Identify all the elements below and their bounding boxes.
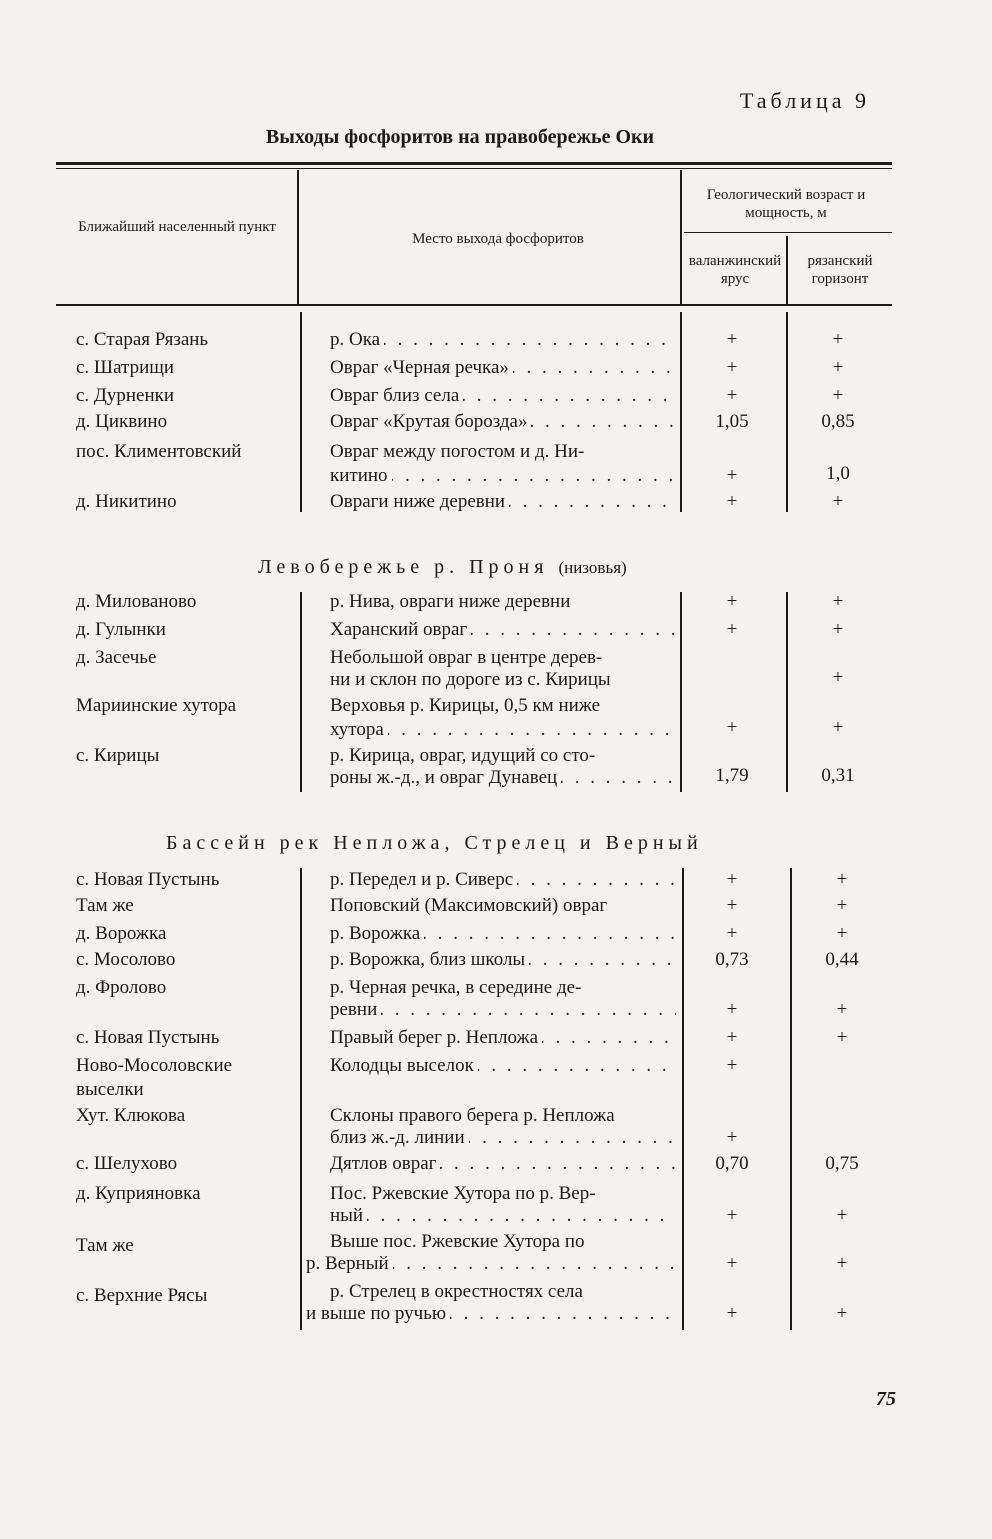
place-cell: с. Шатрищи: [76, 357, 175, 378]
ryazan-cell: +: [836, 1027, 848, 1048]
ryazan-cell: +: [832, 717, 844, 738]
place-cell: с. Мосолово: [76, 949, 176, 970]
valanginian-cell: +: [726, 895, 738, 916]
top-rule-thin: [56, 168, 892, 169]
place-cell: д. Циквино: [76, 411, 168, 432]
place-cell: Там же: [76, 1235, 134, 1256]
location-cell-line2: китино . . .: [330, 464, 676, 488]
valanginian-cell: +: [726, 717, 738, 738]
location-cell-line2: и выше по ручью . . .: [306, 1302, 676, 1326]
valanginian-cell: +: [726, 1027, 738, 1048]
location-cell: Правый берег р. Непложа . . .: [330, 1026, 676, 1050]
ryazan-cell: +: [832, 619, 844, 640]
ryazan-cell: +: [832, 329, 844, 350]
page-number: 75: [876, 1388, 896, 1410]
body-divider-1-s3: [300, 868, 302, 1330]
header-valanginian: валанжинский ярус: [688, 253, 782, 287]
ryazan-cell: +: [832, 667, 844, 688]
ryazan-cell: 0,75: [825, 1153, 859, 1174]
section-title: Бассейн рек Непложа, Стрелец и Верный: [166, 832, 703, 854]
place-cell: с. Шелухово: [76, 1153, 178, 1174]
place-cell: Хут. Клюкова: [76, 1105, 186, 1126]
ryazan-cell: 1,0: [826, 463, 850, 484]
location-cell: р. Ворожка, близ школы . . .: [330, 948, 676, 972]
location-cell: р. Ворожка . . .: [330, 922, 676, 946]
place-cell: д. Куприяновка: [76, 1183, 201, 1204]
place-cell: д. Милованово: [76, 591, 197, 612]
ryazan-cell: +: [832, 491, 844, 512]
place-cell: д. Засечье: [76, 647, 157, 668]
body-divider-1-s1: [300, 312, 302, 512]
valanginian-cell: +: [726, 619, 738, 640]
location-cell: р. Ока . . .: [330, 328, 676, 352]
location-cell-line1: Небольшой овраг в центре дерев-: [330, 647, 603, 668]
valanginian-cell: +: [726, 385, 738, 406]
place-cell: с. Кирицы: [76, 745, 160, 766]
ryazan-cell: +: [832, 357, 844, 378]
location-cell-line2: р. Верный . . .: [306, 1252, 676, 1276]
place-cell: д. Гулынки: [76, 619, 166, 640]
location-cell: Поповский (Максимовский) овраг: [330, 895, 608, 916]
location-cell-line2: ни и склон по дороге из с. Кирицы: [330, 669, 611, 690]
location-cell-line2: хутора . . .: [330, 718, 676, 742]
ryazan-cell: 0,31: [821, 765, 855, 786]
location-cell-line1: р. Черная речка, в середине де-: [330, 977, 582, 998]
ryazan-cell: +: [836, 1205, 848, 1226]
valanginian-cell: +: [726, 1055, 738, 1076]
top-rule-thick: [56, 162, 892, 165]
valanginian-cell: 0,73: [715, 949, 749, 970]
valanginian-cell: +: [726, 357, 738, 378]
valanginian-cell: +: [726, 1205, 738, 1226]
valanginian-cell: +: [726, 465, 738, 486]
ryazan-cell: +: [836, 923, 848, 944]
ryazan-cell: +: [832, 591, 844, 612]
place-cell: с. Дурненки: [76, 385, 175, 406]
location-cell: р. Передел и р. Сиверс . . .: [330, 868, 676, 892]
location-cell-line1: Овраг между погостом и д. Ни-: [330, 441, 585, 462]
location-cell-line1: Верховья р. Кирицы, 0,5 км ниже: [330, 695, 601, 716]
place-cell: д. Никитино: [76, 491, 177, 512]
place-cell: Мариинские хутора: [76, 695, 237, 716]
valanginian-cell: +: [726, 923, 738, 944]
valanginian-cell: 0,70: [715, 1153, 749, 1174]
location-cell: Овраг близ села . . .: [330, 384, 676, 408]
location-cell-line2: роны ж.-д., и овраг Дунавец . . .: [330, 766, 676, 790]
ryazan-cell: +: [836, 1303, 848, 1324]
valanginian-cell: +: [726, 491, 738, 512]
table-label: Таблица 9: [739, 88, 870, 113]
location-cell: Колодцы выселок . . .: [330, 1054, 676, 1078]
header-age-group: Геологический возраст и мощность, м: [706, 187, 866, 221]
location-cell-line2: ный . . .: [330, 1204, 676, 1228]
location-cell: р. Нива, овраги ниже деревни: [330, 591, 571, 612]
place-cell: д. Ворожка: [76, 923, 167, 944]
place-cell: пос. Климентовский: [76, 441, 242, 462]
section-title: Левобережье р. Проня (низовья): [258, 556, 627, 578]
place-cell: с. Новая Пустынь: [76, 869, 220, 890]
location-cell-line1: р. Кирица, овраг, идущий со сто-: [330, 745, 596, 766]
header-subrule: [684, 232, 892, 233]
valanginian-cell: +: [726, 591, 738, 612]
location-cell-line1: р. Стрелец в окрестностях села: [330, 1281, 583, 1302]
location-cell: Овраг «Черная речка» . . .: [330, 356, 676, 380]
header-divider-1: [297, 170, 299, 304]
valanginian-cell: 1,79: [715, 765, 749, 786]
place-cell: с. Новая Пустынь: [76, 1027, 220, 1048]
valanginian-cell: +: [726, 1127, 738, 1148]
ryazan-cell: +: [836, 999, 848, 1020]
location-cell-line1: Пос. Ржевские Хутора по р. Вер-: [330, 1183, 596, 1204]
location-cell: Овраг «Крутая борозда» . . .: [330, 410, 676, 434]
ryazan-cell: +: [836, 1253, 848, 1274]
body-divider-1-s2: [300, 592, 302, 792]
location-cell: Овраги ниже деревни . . .: [330, 490, 676, 514]
location-cell: Харанский овраг . . .: [330, 618, 676, 642]
ryazan-cell: +: [832, 385, 844, 406]
ryazan-cell: +: [836, 895, 848, 916]
place-cell: д. Фролово: [76, 977, 167, 998]
place-cell: Там же: [76, 895, 134, 916]
valanginian-cell: +: [726, 329, 738, 350]
place-cell: с. Верхние Рясы: [76, 1285, 208, 1306]
valanginian-cell: +: [726, 1303, 738, 1324]
ryazan-cell: 0,85: [821, 411, 855, 432]
header-divider-3: [786, 236, 788, 304]
header-ryazan: рязанский горизонт: [807, 253, 873, 287]
location-cell-line1: Выше пос. Ржевские Хутора по: [330, 1231, 585, 1252]
location-cell-line1: Склоны правого берега р. Непложа: [330, 1105, 615, 1126]
table-title: Выходы фосфоритов на правобережье Оки: [265, 126, 655, 148]
header-location: Место выхода фосфоритов: [412, 231, 584, 247]
valanginian-cell: +: [726, 1253, 738, 1274]
location-cell-line2: ревни . . .: [330, 998, 676, 1022]
header-place: Ближайший населенный пункт: [78, 219, 276, 235]
valanginian-cell: +: [726, 869, 738, 890]
location-cell: Дятлов овраг . . .: [330, 1152, 676, 1176]
place-cell: с. Старая Рязань: [76, 329, 209, 350]
header-bottom-rule: [56, 304, 892, 306]
valanginian-cell: 1,05: [715, 411, 749, 432]
valanginian-cell: +: [726, 999, 738, 1020]
header-divider-2: [680, 170, 682, 304]
location-cell-line2: близ ж.-д. линии . . .: [330, 1126, 676, 1150]
ryazan-cell: +: [836, 869, 848, 890]
ryazan-cell: 0,44: [825, 949, 859, 970]
place-cell: Ново-Мосоловские выселки: [76, 1055, 233, 1100]
